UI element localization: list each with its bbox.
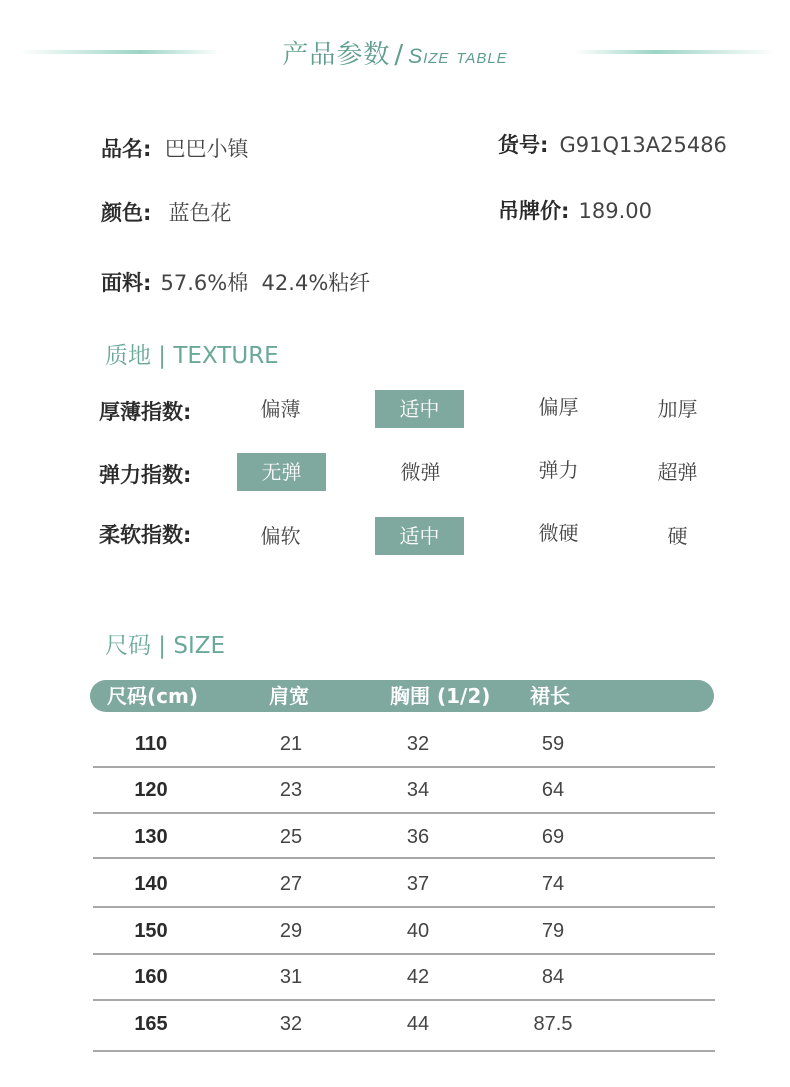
cell-length: 69	[541, 826, 565, 848]
cell-size: 120	[134, 779, 168, 801]
cell-chest: 37	[406, 873, 430, 895]
page-title	[0, 34, 790, 71]
size-table-header	[90, 680, 714, 712]
cell-chest: 40	[406, 920, 430, 942]
table-row	[93, 815, 715, 859]
table-row	[93, 768, 715, 814]
cell-shoulder: 25	[279, 826, 303, 848]
cell-length: 74	[541, 873, 565, 895]
elasticity-index-label: 弹力指数:	[99, 463, 192, 487]
elasticity-option-slight: 微弹	[400, 460, 441, 484]
price-label: 吊牌价:	[498, 199, 570, 223]
fabric-label: 面料:	[101, 271, 152, 295]
softness-option-hard: 硬	[667, 524, 688, 548]
thickness-option-thick: 偏厚	[538, 395, 579, 419]
product-name-value: 巴巴小镇	[164, 137, 249, 161]
product-name-row	[101, 133, 249, 163]
cell-length: 59	[541, 733, 565, 755]
row-divider	[93, 1050, 715, 1052]
cell-shoulder: 31	[279, 966, 303, 988]
elasticity-option-elastic: 弹力	[538, 458, 579, 482]
table-row	[93, 862, 715, 908]
sku-value: G91Q13A25486	[559, 133, 727, 157]
table-row	[93, 955, 715, 1001]
size-header-length: 裙长	[530, 684, 570, 708]
price-value: 189.00	[578, 199, 652, 223]
row-divider	[93, 857, 715, 859]
size-header-chest: 胸围 (1/2)	[390, 684, 491, 708]
elasticity-option-super: 超弹	[657, 460, 698, 484]
size-section-title: 尺码 | SIZE	[105, 633, 226, 659]
page-title-cn: 产品参数	[282, 40, 391, 70]
cell-size: 150	[134, 920, 168, 942]
cell-length: 64	[541, 779, 565, 801]
cell-shoulder: 32	[279, 1013, 303, 1035]
cell-shoulder: 23	[279, 779, 303, 801]
fabric-value: 57.6%棉 42.4%粘纤	[160, 271, 371, 295]
thickness-option-medium: 适中	[375, 390, 464, 428]
cell-shoulder: 29	[279, 920, 303, 942]
size-header-size: 尺码(cm)	[107, 684, 198, 708]
thickness-index-label: 厚薄指数:	[99, 400, 192, 424]
table-row	[93, 1002, 715, 1052]
cell-shoulder: 27	[279, 873, 303, 895]
cell-length: 87.5	[533, 1013, 573, 1035]
softness-index-label: 柔软指数:	[99, 523, 192, 547]
cell-length: 84	[541, 966, 565, 988]
cell-size: 160	[134, 966, 168, 988]
color-value: 蓝色花	[168, 201, 232, 225]
softness-option-medium: 适中	[375, 517, 464, 555]
row-divider	[93, 812, 715, 814]
price-row	[498, 195, 652, 225]
page-title-en: Size table	[408, 45, 508, 68]
cell-chest: 42	[406, 966, 430, 988]
cell-chest: 34	[406, 779, 430, 801]
color-row	[101, 197, 232, 227]
softness-option-soft: 偏软	[260, 524, 301, 548]
elasticity-option-none: 无弹	[237, 453, 326, 491]
thickness-option-thin: 偏薄	[260, 397, 301, 421]
row-divider	[93, 906, 715, 908]
sku-label: 货号:	[498, 133, 549, 157]
cell-size: 165	[134, 1013, 168, 1035]
row-divider	[93, 999, 715, 1001]
softness-option-slightly-hard: 微硬	[538, 521, 579, 545]
table-row	[93, 722, 715, 768]
sku-row	[498, 129, 727, 159]
fabric-row	[101, 267, 370, 297]
cell-size: 140	[134, 873, 168, 895]
texture-section-title: 质地 | TEXTURE	[105, 343, 279, 369]
size-header-shoulder: 肩宽	[269, 684, 309, 708]
product-name-label: 品名:	[101, 137, 152, 161]
cell-shoulder: 21	[279, 733, 303, 755]
table-row	[93, 909, 715, 955]
page-title-separator: /	[394, 40, 405, 70]
cell-chest: 44	[406, 1013, 430, 1035]
cell-size: 110	[134, 733, 168, 755]
cell-size: 130	[134, 826, 168, 848]
cell-length: 79	[541, 920, 565, 942]
cell-chest: 32	[406, 733, 430, 755]
cell-chest: 36	[406, 826, 430, 848]
thickness-option-extra-thick: 加厚	[657, 397, 698, 421]
color-label: 颜色:	[101, 201, 152, 225]
